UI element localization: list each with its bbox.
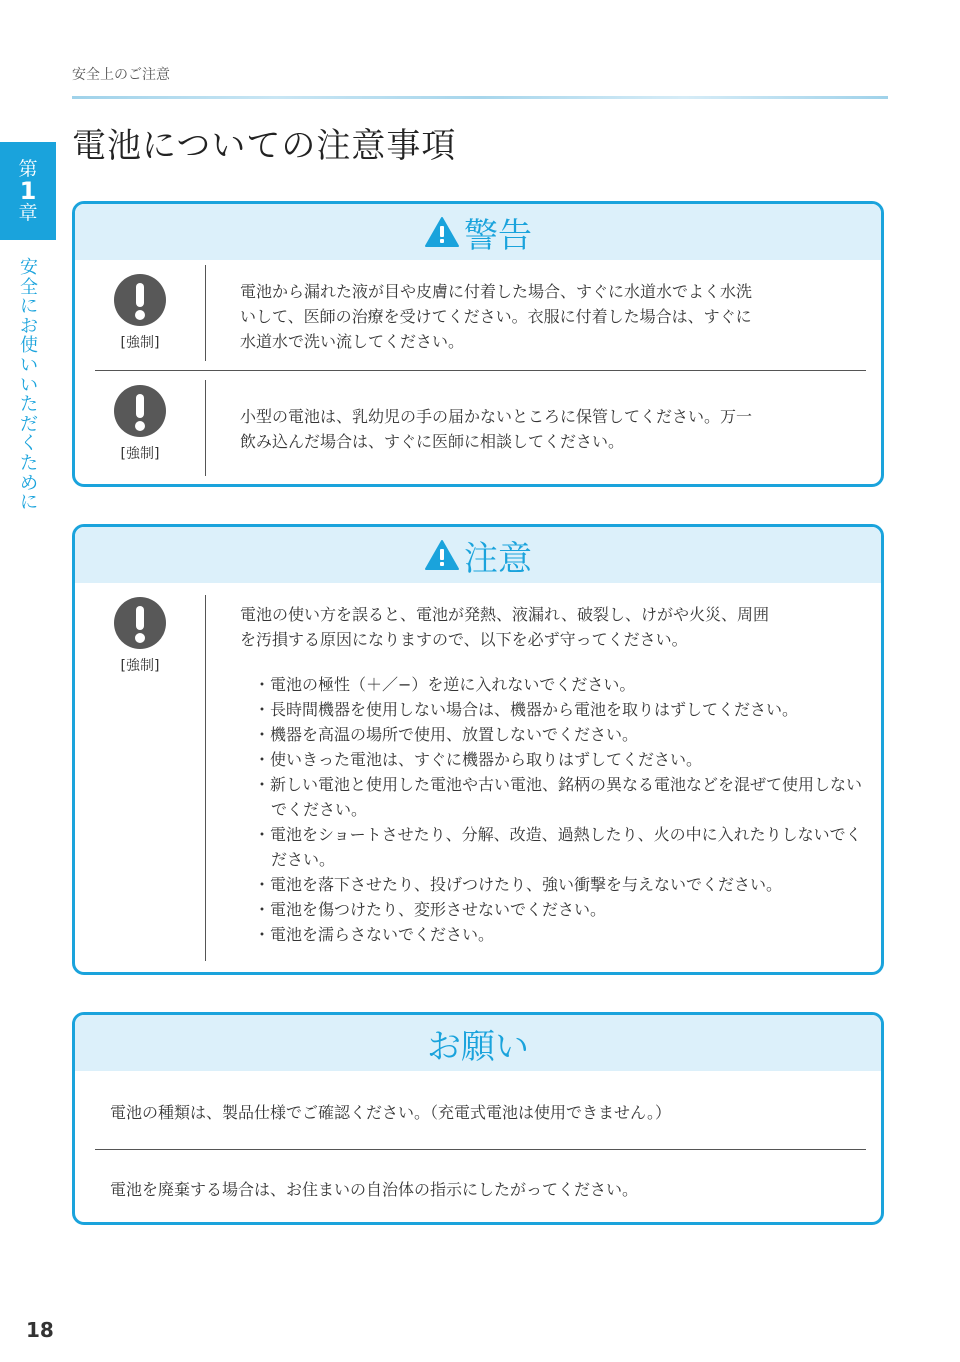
text-line: 電池の使い方を誤ると、電池が発熱、液漏れ、破裂し、けがや火災、周囲 [240, 605, 769, 624]
warning-text [240, 404, 752, 454]
request-header [75, 1015, 881, 1071]
header-rule [72, 96, 888, 99]
caution-heading: 注意 [464, 538, 532, 579]
chapter-char: い [20, 354, 38, 376]
mandatory-label: [強制] [120, 446, 160, 462]
chapter-char: 全 [20, 276, 38, 298]
mandatory-indicator [75, 260, 205, 352]
exclamation-circle-icon [114, 385, 166, 437]
caution-text [240, 602, 870, 947]
request-list [75, 1071, 881, 1225]
bullet-item: ・使いきった電池は、すぐに機器から取りはずしてください。 [254, 750, 703, 769]
chapter-char: い [20, 374, 38, 396]
chapter-char: 使 [20, 335, 38, 357]
chapter-tab [0, 142, 56, 240]
chapter-char: に [20, 492, 38, 514]
exclamation-circle-icon [114, 274, 166, 326]
mandatory-label: [強制] [120, 658, 160, 674]
chapter-char: た [20, 394, 38, 416]
text-line: 小型の電池は、乳幼児の手の届かないところに保管してください。万一 [240, 407, 753, 426]
column-divider [205, 265, 206, 361]
text-line: 電池から漏れた液が目や皮膚に付着した場合、すぐに水道水でよく水洗 [240, 282, 753, 301]
text-line: 飲み込んだ場合は、すぐに医師に相談してください。 [240, 432, 625, 451]
chapter-char: 安 [20, 257, 38, 278]
mandatory-label: [強制] [120, 335, 160, 351]
text-line: を汚損する原因になりますので、以下を必ず守ってください。 [240, 630, 688, 649]
request-heading: お願い [427, 1026, 529, 1067]
chapter-suffix: 章 [18, 202, 38, 224]
warning-box [72, 201, 884, 487]
caution-box [72, 524, 884, 975]
column-divider [205, 380, 206, 476]
warning-triangle-icon [424, 216, 460, 248]
chapter-char: お [20, 315, 38, 337]
row-divider [95, 1149, 866, 1150]
exclamation-circle-icon [114, 597, 166, 649]
warning-item [75, 371, 881, 484]
chapter-char: だ [20, 413, 38, 435]
warning-triangle-icon [424, 539, 460, 571]
warning-heading: 警告 [464, 215, 532, 256]
warning-text [240, 279, 752, 354]
bullet-item: ・長時間機器を使用しない場合は、機器から電池を取りはずしてください。 [254, 700, 799, 719]
bullet-item: ・新しい電池と使用した電池や古い電池、銘柄の異なる電池などを混ぜて使用しないでください。 [254, 775, 863, 819]
mandatory-indicator [75, 371, 205, 463]
chapter-char: に [20, 296, 38, 318]
page-title: 電池についての注意事項 [72, 126, 457, 166]
column-divider [205, 595, 206, 961]
chapter-char: く [20, 433, 38, 455]
chapter-prefix: 第 [18, 158, 38, 180]
chapter-char: め [20, 472, 38, 494]
bullet-item: ・電池の極性（＋／−）を逆に入れないでください。 [254, 675, 636, 694]
text-line: 水道水で洗い流してください。 [240, 332, 465, 351]
request-item: 電池を廃棄する場合は、お住まいの自治体の指示にしたがってください。 [110, 1180, 639, 1199]
chapter-vertical-title [17, 258, 41, 513]
bullet-item: ・電池を濡らさないでください。 [254, 925, 495, 944]
bullet-item: ・電池を傷つけたり、変形させないでください。 [254, 900, 607, 919]
caution-header [75, 527, 881, 583]
request-item: 電池の種類は、製品仕様でご確認ください。（充電式電池は使用できません。） [110, 1103, 671, 1122]
request-box [72, 1012, 884, 1225]
chapter-number: 1 [19, 177, 37, 205]
text-line: いして、医師の治療を受けてください。衣服に付着した場合は、すぐに [240, 307, 752, 326]
bullet-item: ・電池をショートさせたり、分解、改造、過熱したり、火の中に入れたりしないでください。 [254, 825, 862, 869]
warning-item [75, 260, 881, 371]
bullet-item: ・電池を落下させたり、投げつけたり、強い衝撃を与えないでください。 [254, 875, 783, 894]
mandatory-indicator [75, 583, 205, 675]
caution-bullet-list [240, 672, 870, 947]
page-number: 18 [26, 1318, 54, 1342]
caution-item [75, 583, 881, 971]
chapter-char: た [20, 452, 38, 474]
warning-header [75, 204, 881, 260]
breadcrumb: 安全上のご注意 [72, 67, 170, 83]
bullet-item: ・機器を高温の場所で使用、放置しないでください。 [254, 725, 639, 744]
